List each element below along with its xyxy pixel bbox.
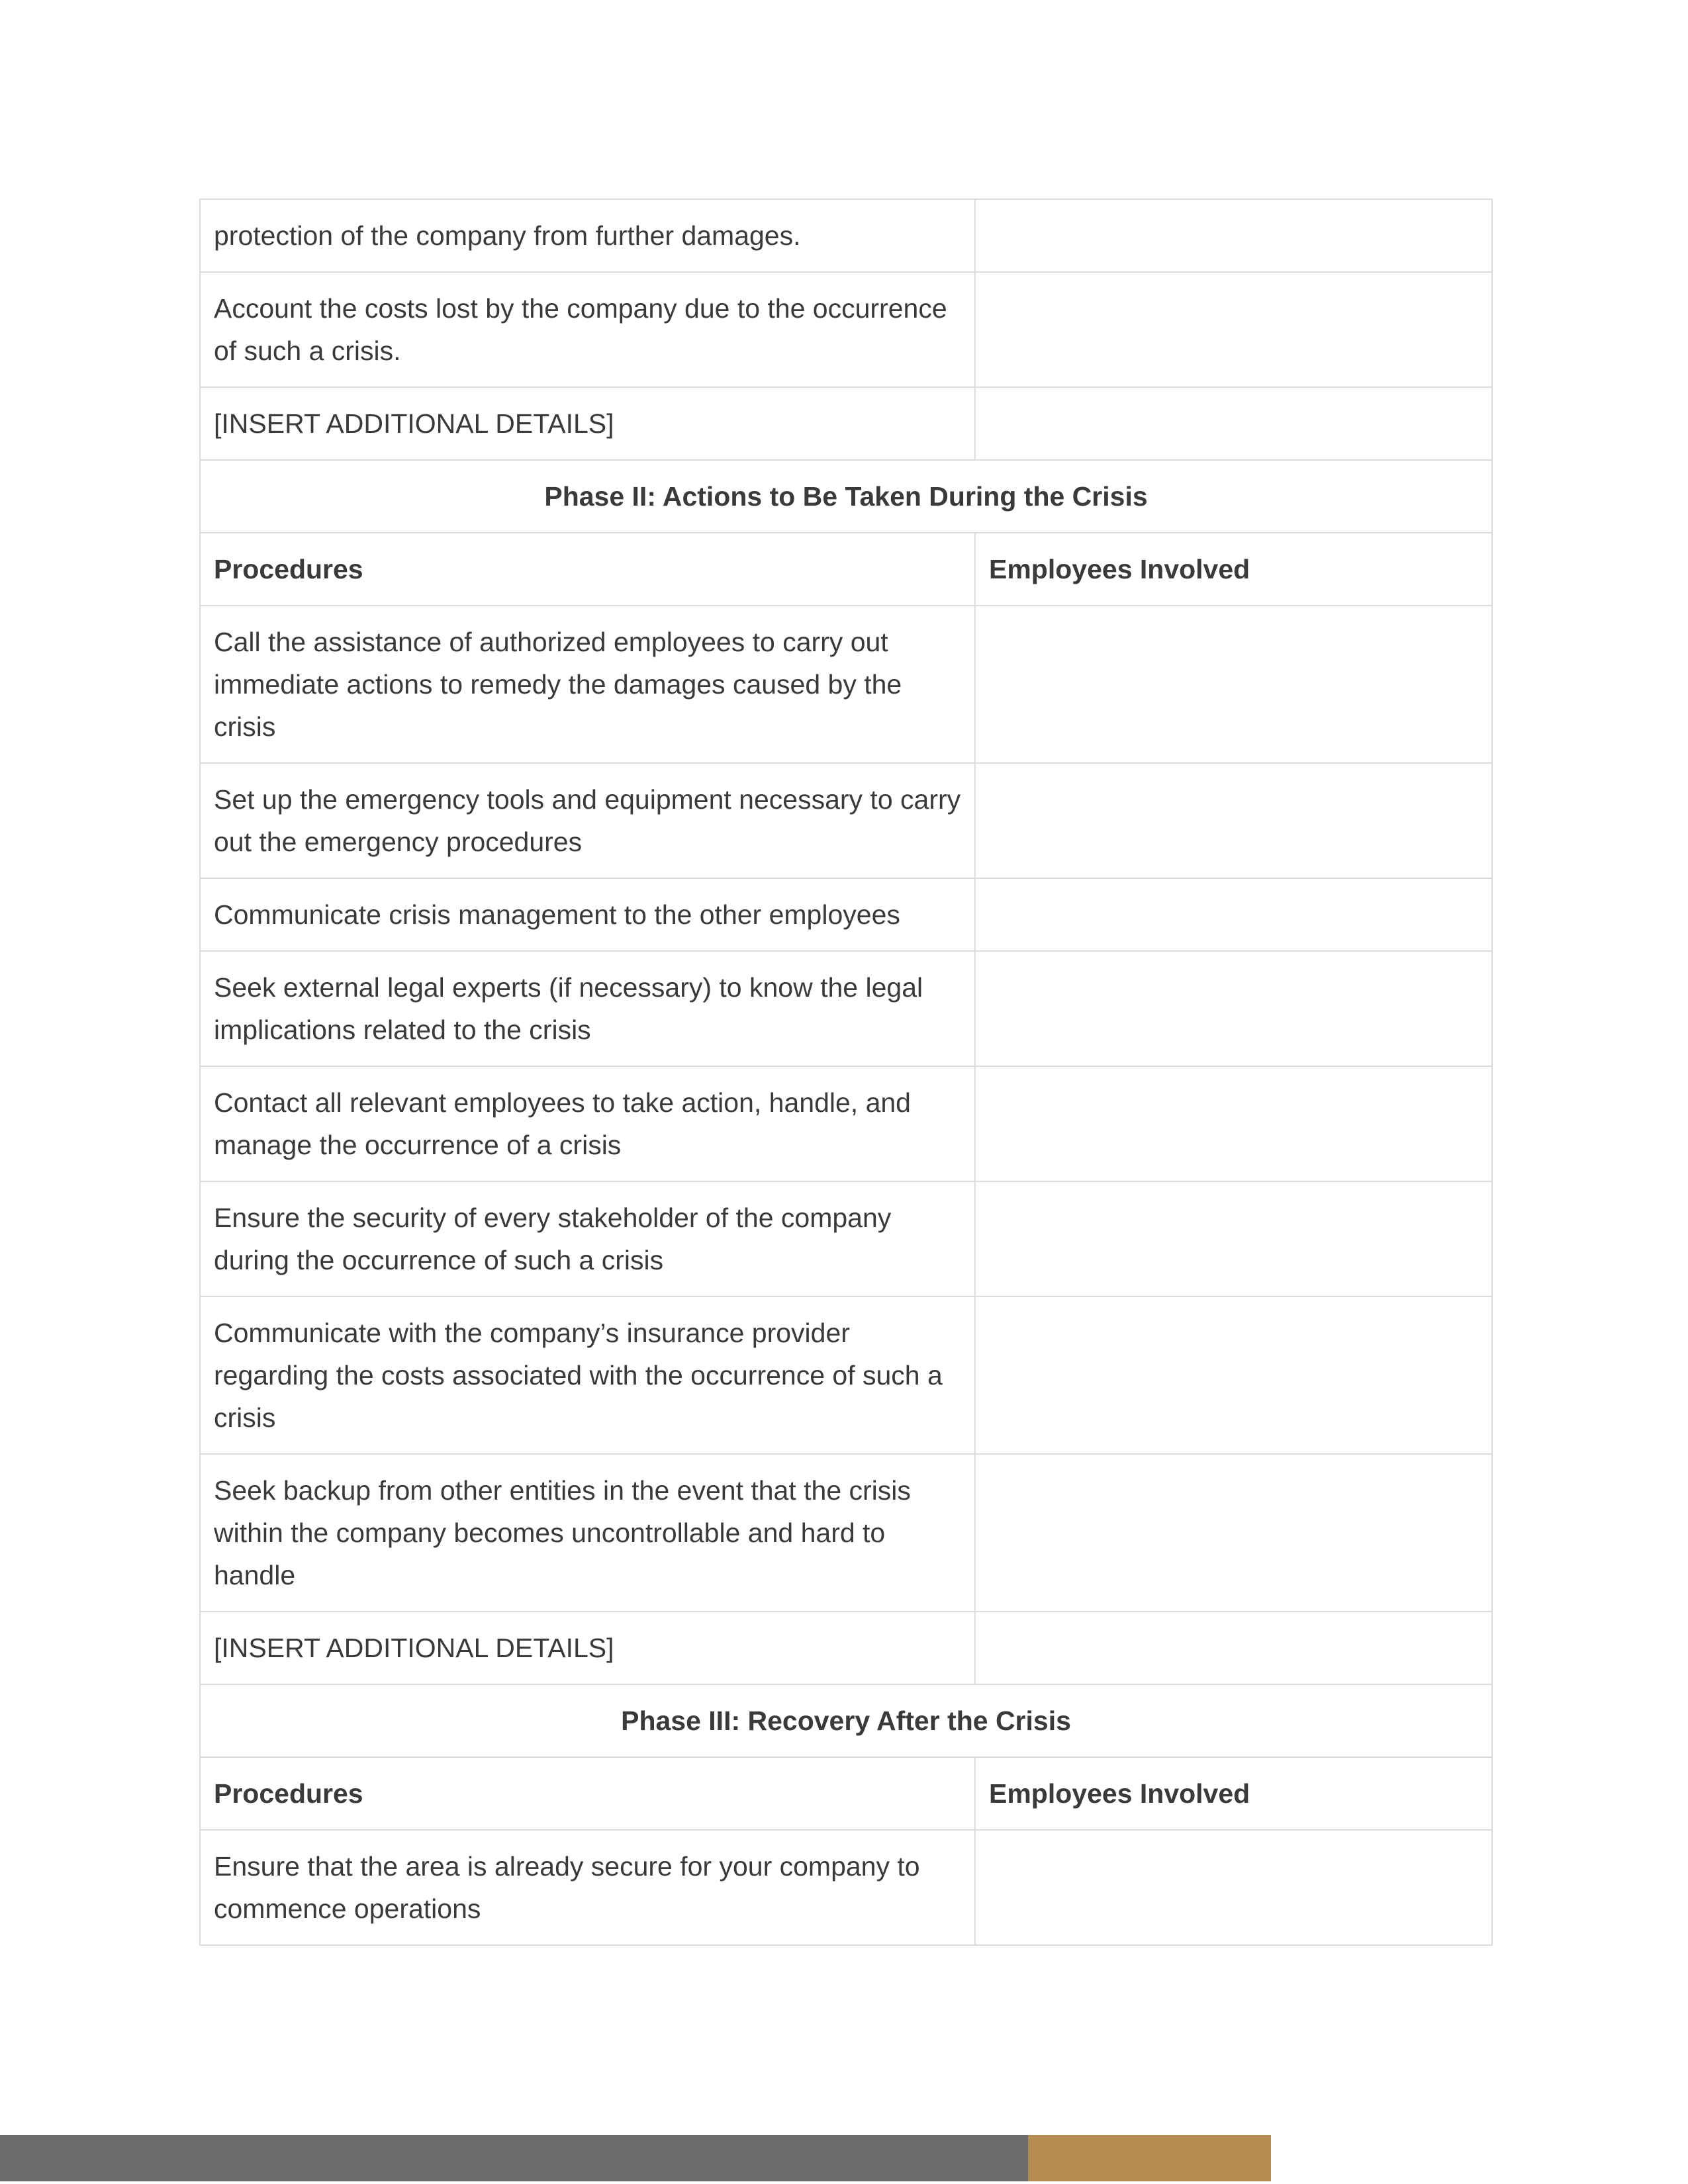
procedure-cell: Seek external legal experts (if necessary) to know the legal implications related to the crisis — [200, 951, 975, 1066]
table-row — [200, 606, 1492, 763]
procedure-cell: Communicate with the company’s insurance provider regarding the costs associated with the occurrence of such a crisis — [200, 1297, 975, 1454]
employees-cell[interactable] — [975, 1066, 1492, 1181]
procedure-cell: [INSERT ADDITIONAL DETAILS] — [200, 1612, 975, 1684]
phase-title-row — [200, 460, 1492, 533]
table-row — [200, 878, 1492, 951]
table-row — [200, 1066, 1492, 1181]
column-header-row — [200, 533, 1492, 606]
procedure-cell: Ensure that the area is already secure for your company to commence operations — [200, 1830, 975, 1945]
employees-cell[interactable] — [975, 272, 1492, 387]
procedure-cell: Ensure the security of every stakeholder of the company during the occurrence of such a crisis — [200, 1181, 975, 1297]
phase-three-title: Phase III: Recovery After the Crisis — [200, 1684, 1492, 1757]
procedure-cell: protection of the company from further damages. — [200, 199, 975, 272]
employees-involved-header: Employees Involved — [975, 1757, 1492, 1830]
footer-bar-gold — [1028, 2135, 1271, 2181]
procedures-header: Procedures — [200, 1757, 975, 1830]
table-row — [200, 1297, 1492, 1454]
procedure-cell: Set up the emergency tools and equipment necessary to carry out the emergency procedures — [200, 763, 975, 878]
employees-cell[interactable] — [975, 1612, 1492, 1684]
employees-cell[interactable] — [975, 1454, 1492, 1612]
procedure-cell: [INSERT ADDITIONAL DETAILS] — [200, 387, 975, 460]
procedure-cell: Call the assistance of authorized employees to carry out immediate actions to remedy the damages caused by the crisis — [200, 606, 975, 763]
employees-cell[interactable] — [975, 199, 1492, 272]
footer-bar-gray — [0, 2135, 1028, 2181]
employees-involved-header: Employees Involved — [975, 533, 1492, 606]
column-header-row — [200, 1757, 1492, 1830]
phase-title-row — [200, 1684, 1492, 1757]
table-row — [200, 387, 1492, 460]
employees-cell[interactable] — [975, 878, 1492, 951]
procedure-cell: Communicate crisis management to the other employees — [200, 878, 975, 951]
employees-cell[interactable] — [975, 951, 1492, 1066]
employees-cell[interactable] — [975, 763, 1492, 878]
employees-cell[interactable] — [975, 1830, 1492, 1945]
procedures-header: Procedures — [200, 533, 975, 606]
employees-cell[interactable] — [975, 606, 1492, 763]
table-row — [200, 272, 1492, 387]
employees-cell[interactable] — [975, 1181, 1492, 1297]
table-row — [200, 1454, 1492, 1612]
table-row — [200, 951, 1492, 1066]
employees-cell[interactable] — [975, 1297, 1492, 1454]
table-row — [200, 763, 1492, 878]
procedure-cell: Seek backup from other entities in the event that the crisis within the company becomes uncontrollable and hard to handle — [200, 1454, 975, 1612]
procedure-cell: Contact all relevant employees to take action, handle, and manage the occurrence of a crisis — [200, 1066, 975, 1181]
employees-cell[interactable] — [975, 387, 1492, 460]
table-row — [200, 199, 1492, 272]
crisis-procedures-table — [199, 199, 1493, 1946]
table-row — [200, 1830, 1492, 1945]
phase-two-title: Phase II: Actions to Be Taken During the Crisis — [200, 460, 1492, 533]
table-row — [200, 1181, 1492, 1297]
table-row — [200, 1612, 1492, 1684]
procedure-cell: Account the costs lost by the company due to the occurrence of such a crisis. — [200, 272, 975, 387]
